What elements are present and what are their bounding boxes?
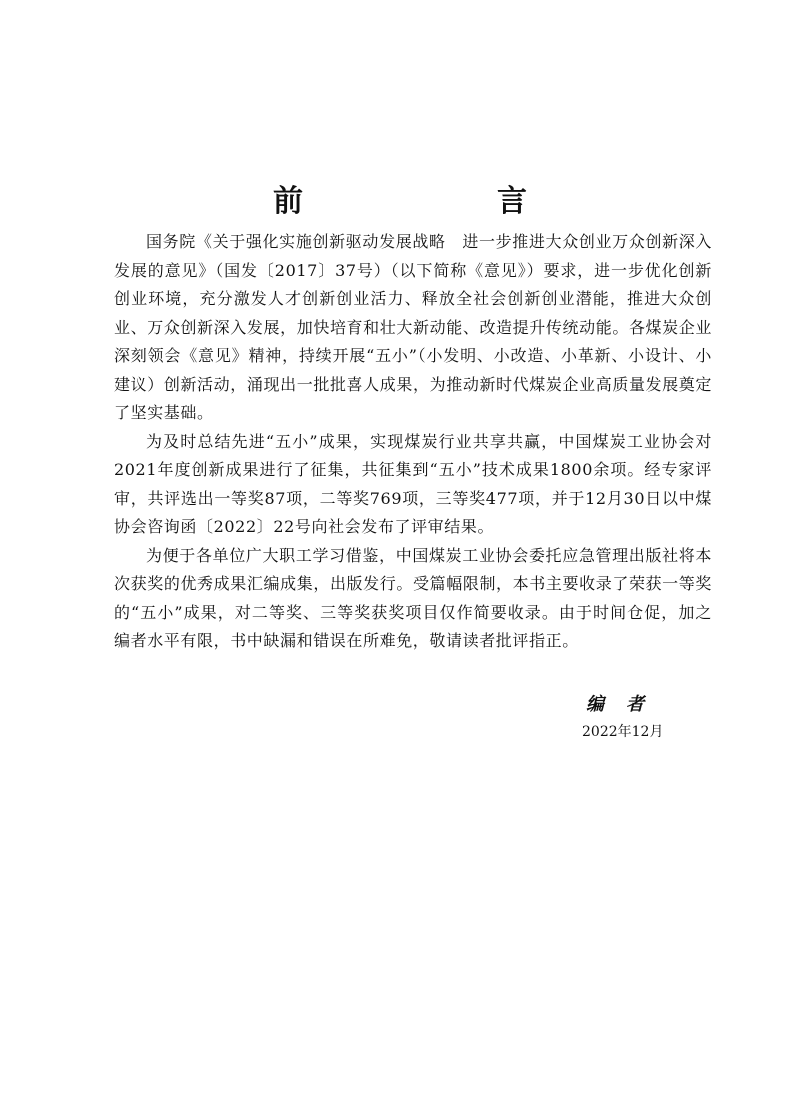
preface-body <box>114 228 712 656</box>
paragraph-2: 为及时总结先进“五小”成果，实现煤炭行业共享共赢，中国煤炭工业协会对2021年度创新成果进行了征集，共征集到“五小”技术成果1800余项。经专家评审，共评选出一等奖87项，二等奖769项，三等奖477项，并于12月30日以中煤协会咨询函〔2022〕22号向社会发布了评审结果。 <box>114 431 712 536</box>
paragraph-3: 为便于各单位广大职工学习借鉴，中国煤炭工业协会委托应急管理出版社将本次获奖的优秀成果汇编成集，出版发行。受篇幅限制，本书主要收录了荣获一等奖的“五小”成果，对二等奖、三等奖获奖项目仅作简要收录。由于时间仓促，加之编者水平有限，书中缺漏和错误在所难免，敬请读者批评指正。 <box>114 545 712 650</box>
page-title: 前 言 <box>273 184 609 220</box>
paragraph-1: 国务院《关于强化实施创新驱动发展战略 进一步推进大众创业万众创新深入发展的意见》（国发〔2017〕37号）（以下简称《意见》）要求，进一步优化创新创业环境，充分激发人才创新创业活力、释放全社会创新创业潜能，推进大众创业、万众创新深入发展，加快培育和壮大新动能、改造提升传统动能。各煤炭企业深刻领会《意见》精神，持续开展“五小”（小发明、小改造、小革新、小设计、小建议）创新活动，涌现出一批批喜人成果，为推动新时代煤炭企业高质量发展奠定了坚实基础。 <box>114 232 712 422</box>
preface-date: 2022年12月 <box>582 724 664 740</box>
editor-signature: 编 者 <box>586 694 646 715</box>
